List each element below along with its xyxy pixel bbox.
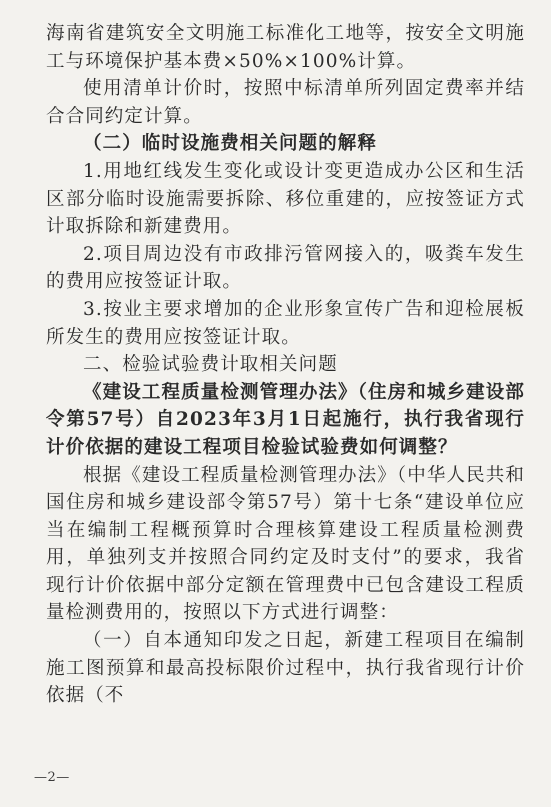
section-heading-inspection-fees: 二、检验试验费计取相关问题 xyxy=(83,354,338,376)
paragraph-answer: 根据《建设工程质量检测管理办法》（中华人民共和国住房和城乡建设部令第57号）第十七条“建设单位应当在编制工程概预算时合理核算建设工程质量检测费用，单独列支并按照合同约定及时支付”的要求，我省现行计价依据中部分定额在管理费中已包含建设工程质量检测费用的，按照以下方式进行调整： xyxy=(46,464,525,624)
paragraph-continuation: 海南省建筑安全文明施工标准化工地等，按安全文明施工与环境保护基本费×50%×100%计算。 xyxy=(46,23,525,72)
paragraph-bill-pricing: 使用清单计价时，按照中标清单所列固定费率并结合合同约定计算。 xyxy=(46,78,525,127)
paragraph-item-1: 1.用地红线发生变化或设计变更造成办公区和生活区部分临时设施需要拆除、移位重建的，应按签证方式计取拆除和新建费用。 xyxy=(46,160,525,238)
section-heading-temporary-facilities: （二）临时设施费相关问题的解释 xyxy=(83,133,378,155)
paragraph-item-2: 2.项目周边没有市政排污管网接入的，吸粪车发生的费用应按签证计取。 xyxy=(46,243,525,293)
page-number: —2— xyxy=(34,770,70,785)
paragraph-subitem-1: （一）自本通知印发之日起，新建工程项目在编制施工图预算和最高投标限价过程中，执行我省现行计价依据（不 xyxy=(46,630,525,707)
question-paragraph: 《建设工程质量检测管理办法》（住房和城乡建设部令第57号）自2023年3月1日起施行，执行我省现行计价依据的建设工程项目检验试验费如何调整？ xyxy=(46,381,525,458)
paragraph-item-3: 3.按业主要求增加的企业形象宣传广告和迎检展板所发生的费用应按签证计取。 xyxy=(46,298,525,348)
